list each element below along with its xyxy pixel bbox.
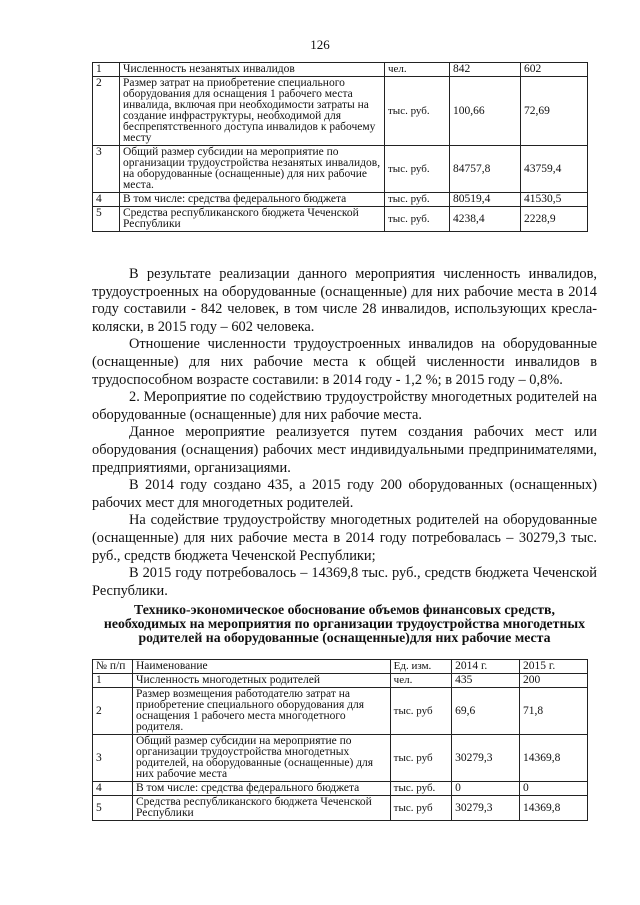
row-unit: тыс. руб.: [385, 207, 450, 232]
row-number: 2: [93, 688, 133, 735]
row-value-2015: 602: [521, 63, 588, 77]
row-number: 1: [93, 674, 133, 688]
row-number: 3: [93, 146, 120, 193]
row-value-2014: 0: [452, 782, 520, 796]
row-unit: тыс. руб.: [385, 77, 450, 146]
row-value-2015: 14369,8: [520, 735, 588, 782]
table-row: [93, 193, 588, 207]
row-unit: чел.: [390, 674, 451, 688]
row-value-2015: 0: [520, 782, 588, 796]
header-2014: 2014 г.: [452, 660, 520, 674]
row-unit: тыс. руб.: [385, 193, 450, 207]
table-row: [93, 735, 588, 782]
row-value-2014: 69,6: [452, 688, 520, 735]
header-unit: Ед. изм.: [390, 660, 451, 674]
row-number: 4: [93, 193, 120, 207]
paragraph: В 2014 году создано 435, а 2015 году 200 оборудованных (оснащенных) рабочих мест для многодетных родителей.: [92, 477, 597, 511]
page-number: 126: [310, 37, 330, 52]
row-value-2014: 80519,4: [450, 193, 521, 207]
table-row: [93, 674, 588, 688]
table-row: [93, 207, 588, 232]
header-number: № п/п: [93, 660, 133, 674]
body-text: [92, 266, 597, 600]
row-value-2015: 43759,4: [521, 146, 588, 193]
paragraph: В результате реализации данного мероприятия численность инвалидов, трудоустроенных на оборудованные (оснащенные) для них рабочие места в 2014 году составили - 842 человек, в том числе 28 инвалидов, использующих кресла-коляски, в 2015 году – 602 человека.: [92, 266, 597, 335]
row-number: 2: [93, 77, 120, 146]
row-name: Численность многодетных родителей: [133, 674, 391, 688]
paragraph: На содействие трудоустройству многодетных родителей на оборудованные (оснащенные) для них рабочие места в 2014 году потребовалась – 30279,3 тыс. руб., средств бюджета Чеченской Республики;: [92, 512, 597, 564]
row-name: Средства республиканского бюджета Чеченской Республики: [133, 796, 391, 821]
table-row: [93, 796, 588, 821]
table-row: [93, 688, 588, 735]
row-name: В том числе: средства федерального бюджета: [133, 782, 391, 796]
row-value-2014: 435: [452, 674, 520, 688]
row-unit: тыс. руб: [390, 735, 451, 782]
row-name: Средства республиканского бюджета Чеченской Республики: [120, 207, 385, 232]
row-name: Численность незанятых инвалидов: [120, 63, 385, 77]
header-2015: 2015 г.: [520, 660, 588, 674]
paragraph: Отношение численности трудоустроенных инвалидов на оборудованные (оснащенные) для них рабочие места к общей численности инвалидов в трудоспособном возрасте составили: в 2014 году - 1,2 %; в 2015 году – 0,8%.: [92, 336, 597, 388]
row-value-2014: 84757,8: [450, 146, 521, 193]
row-value-2014: 4238,4: [450, 207, 521, 232]
row-value-2015: 14369,8: [520, 796, 588, 821]
row-unit: тыс. руб.: [385, 146, 450, 193]
table-header-row: [93, 660, 588, 674]
paragraph: Данное мероприятие реализуется путем создания рабочих мест или оборудования (оснащения) рабочих мест индивидуальными предпринимателями, предприятиями, организациями.: [92, 424, 597, 476]
row-value-2015: 72,69: [521, 77, 588, 146]
row-value-2015: 41530,5: [521, 193, 588, 207]
paragraph: В 2015 году потребовалось – 14369,8 тыс. руб., средств бюджета Чеченской Республики.: [92, 565, 597, 599]
row-unit: тыс. руб: [390, 796, 451, 821]
row-name: В том числе: средства федерального бюджета: [120, 193, 385, 207]
table-row: [93, 63, 588, 77]
table-row: [93, 146, 588, 193]
row-name: Размер возмещения работодателю затрат на приобретение специального оборудования для оснащения 1 рабочего места многодетного родителя.: [133, 688, 391, 735]
row-value-2014: 842: [450, 63, 521, 77]
row-unit: тыс. руб: [390, 688, 451, 735]
row-value-2014: 30279,3: [452, 796, 520, 821]
row-value-2014: 30279,3: [452, 735, 520, 782]
row-number: 5: [93, 207, 120, 232]
row-number: 4: [93, 782, 133, 796]
row-unit: тыс. руб.: [390, 782, 451, 796]
disabled-employment-table: [92, 62, 588, 232]
row-number: 3: [93, 735, 133, 782]
table-row: [93, 77, 588, 146]
row-number: 5: [93, 796, 133, 821]
row-value-2015: 2228,9: [521, 207, 588, 232]
row-value-2014: 100,66: [450, 77, 521, 146]
row-unit: чел.: [385, 63, 450, 77]
section-heading: Технико-экономическое обоснование объемов финансовых средств, необходимых на мероприятия по организации трудоустройства многодетных родителей на оборудованные (оснащенные)для них рабочие места: [103, 602, 586, 646]
row-value-2015: 71,8: [520, 688, 588, 735]
row-number: 1: [93, 63, 120, 77]
paragraph: 2. Мероприятие по содействию трудоустройству многодетных родителей на оборудованные (оснащенные) для них рабочие места.: [92, 389, 597, 423]
row-name: Размер затрат на приобретение специального оборудования для оснащения 1 рабочего места инвалида, включая при необходимости затраты на создание инфраструктуры, необходимой для беспрепятственного доступа инвалидов к рабочему месту: [120, 77, 385, 146]
table-row: [93, 782, 588, 796]
row-value-2015: 200: [520, 674, 588, 688]
header-name: Наименование: [133, 660, 391, 674]
large-families-employment-table: [92, 659, 588, 821]
row-name: Общий размер субсидии на мероприятие по организации трудоустройства незанятых инвалидов, на оборудованные (оснащенные) для них рабочие места.: [120, 146, 385, 193]
row-name: Общий размер субсидии на мероприятие по организации трудоустройства многодетных родителей, на оборудованные (оснащенные) для них рабочие места: [133, 735, 391, 782]
